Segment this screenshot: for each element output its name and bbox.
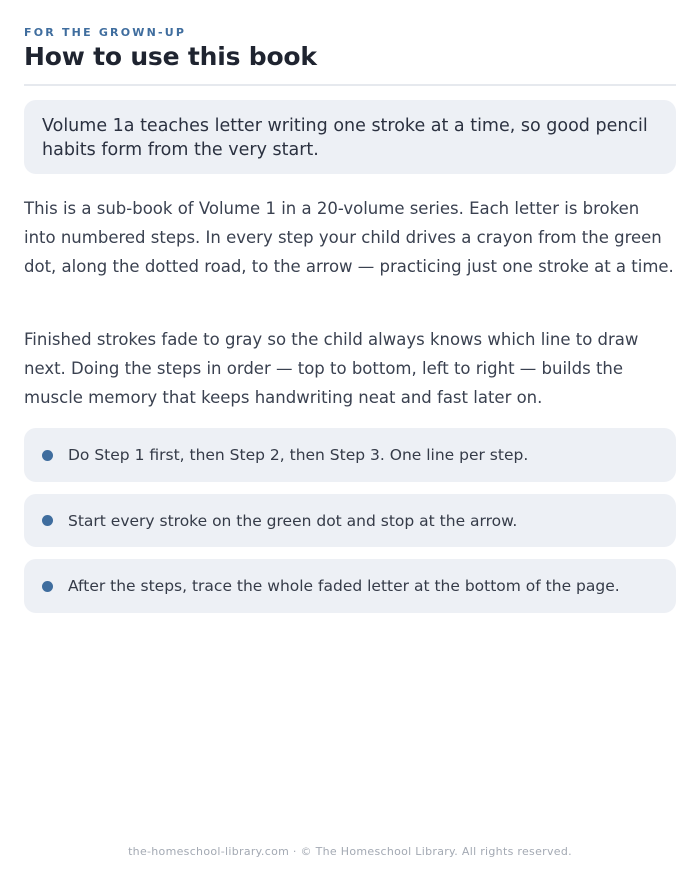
- body-paragraph-2: Finished strokes fade to gray so the child always knows which line to draw next. Doing the steps in order — top to bottom, left to right — builds the muscle memory that keeps handwriting neat and fast later on.: [24, 330, 639, 407]
- tip-item: [24, 494, 676, 547]
- bullet-dot-icon: [42, 450, 53, 461]
- tip-item: [24, 428, 676, 482]
- tips-list: [24, 428, 676, 625]
- tip-text: Start every stroke on the green dot and stop at the arrow.: [68, 511, 518, 530]
- tip-text: After the steps, trace the whole faded letter at the bottom of the page.: [68, 577, 620, 595]
- tip-text: Do Step 1 first, then Step 2, then Step 3. One line per step.: [68, 446, 529, 464]
- bullet-dot-icon: [42, 515, 53, 526]
- title-divider: [24, 84, 676, 86]
- bullet-dot-icon: [42, 581, 53, 592]
- page-title: How to use this book: [24, 42, 317, 71]
- section-eyebrow: FOR THE GROWN-UP: [24, 26, 187, 39]
- tip-item: [24, 559, 676, 613]
- intro-callout: Volume 1a teaches letter writing one stroke at a time, so good pencil habits form from the very start.: [24, 100, 676, 174]
- body-paragraph-1: This is a sub-book of Volume 1 in a 20-volume series. Each letter is broken into numbered steps. In every step your child drives a crayon from the green dot, along the dotted road, to the arrow — practicing just one stroke at a time.: [24, 199, 674, 276]
- page-footer: the-homeschool-library.com · © The Homeschool Library. All rights reserved.: [128, 845, 572, 858]
